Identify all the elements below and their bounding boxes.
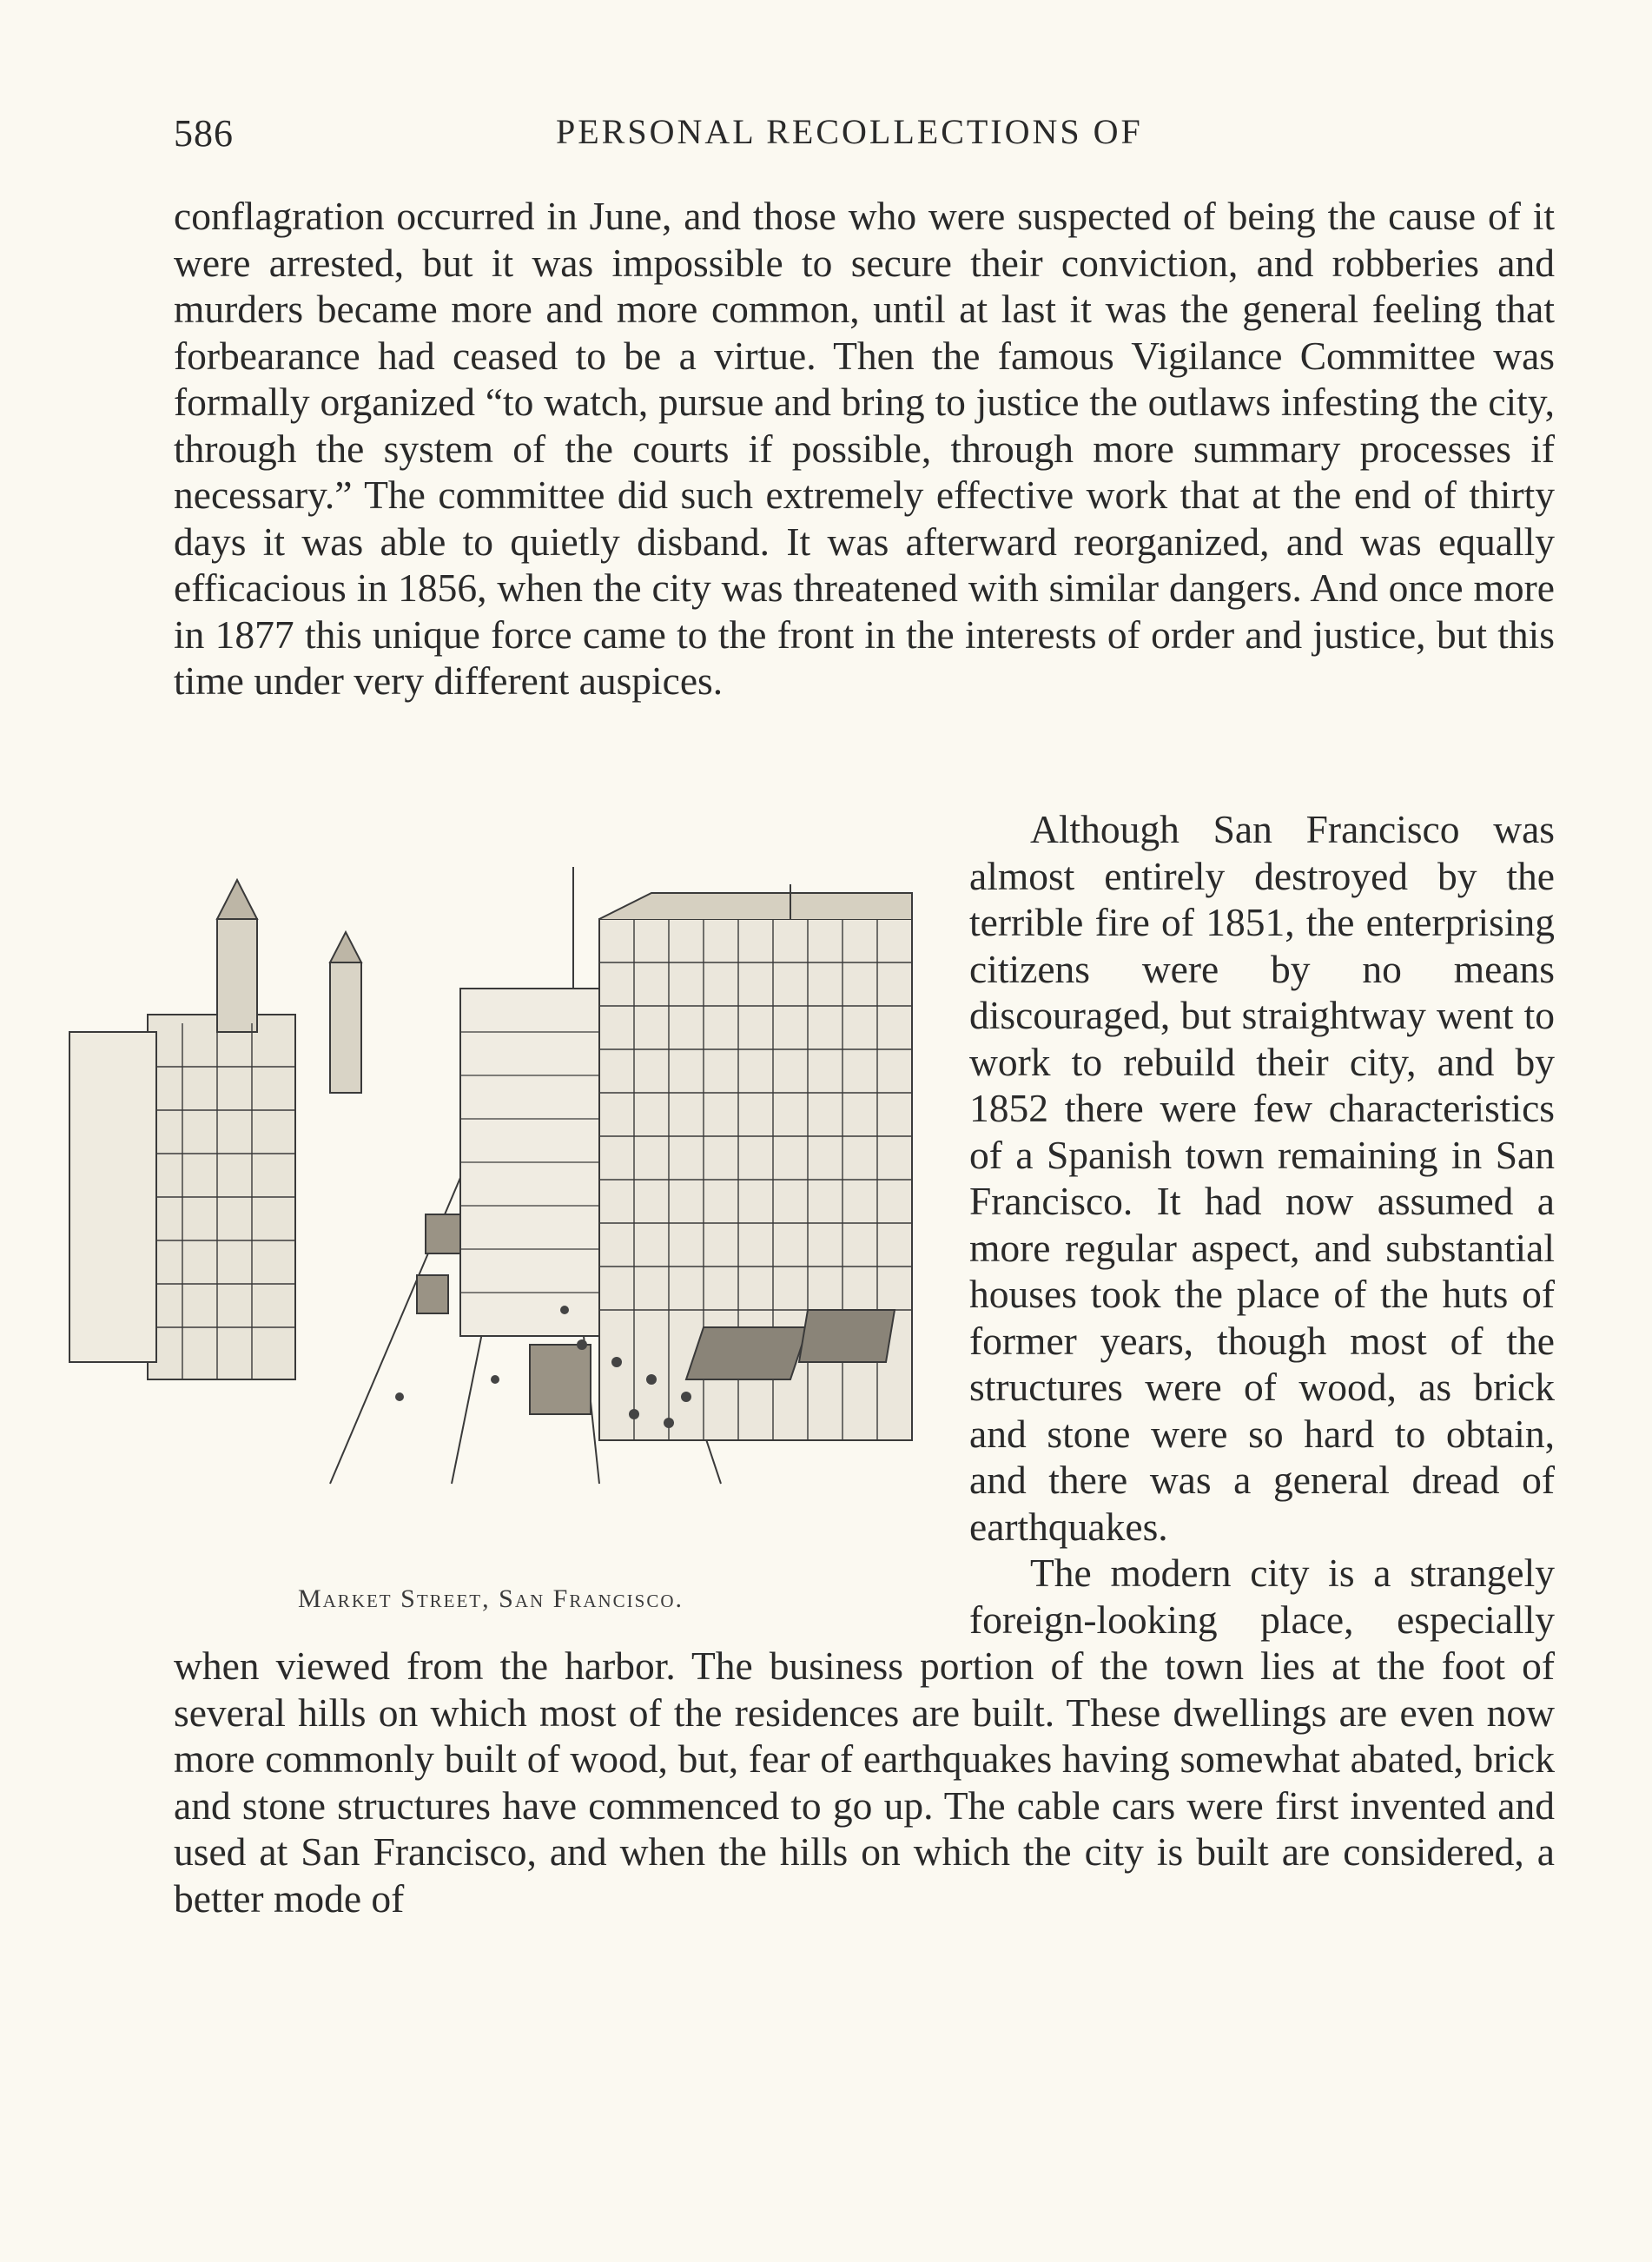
paragraph-1: conflagration occurred in June, and those who were suspected of being the cause of it were arrested, but it was impossible to secure their conviction, and robberies and murders became more and more common, until at last it was the general feeling that forbearance had ceased to be a virtue. Then the famous Vigilance Committee was formally organized “to watch, pursue and bring to justice the outlaws infesting the city, through the system of the courts if possible, through more summary processes if necessary.” The committee did such extremely effective work that at the end of thirty days it was able to quietly disband. It was afterward reorganized, and was equally efficacious in 1856, when the city was threatened with similar dangers. And once more in 1877 this unique force came to the front in the interests of order and justice, but this time under very different auspices.: [174, 194, 1555, 703]
page-number: 586: [174, 112, 234, 155]
paragraph-2: Although San Francisco was almost entirely destroyed by the terrible fire of 1851, the enterprising citizens were by no means discouraged, but straightway went to work to rebuild their city, and by 1852 there were few characteristics of a Spanish town remaining in San Francisco. It had now assumed a more regular aspect, and substantial houses took the place of the huts of former years, though most of the structures were of wood, as brick and stone were so hard to obtain, and there was a general dread of earthquakes.: [969, 807, 1555, 1549]
market-street-figure: [43, 858, 938, 1630]
figure-caption: [43, 1576, 938, 1623]
paragraph-2-container: [174, 806, 1555, 1921]
paragraph-3: The modern city is a strangely foreign-looking place, especially when viewed from the harbor. The business portion of the town lies at the foot of several hills on which most of the residences are built. These dwellings are even now more commonly built of wood, but, fear of earthquakes having somewhat abated, brick and stone structures have commenced to go up. The cable cars were first invented and used at San Francisco, and when the hills on which the city is built are considered, a better mode of: [174, 1551, 1555, 1921]
page-header: [174, 111, 1555, 163]
market-street-illustration: [43, 858, 938, 1579]
body-text: [174, 193, 1555, 704]
figure-caption-text: Market Street, San Francisco.: [297, 1584, 684, 1613]
running-title: PERSONAL RECOLLECTIONS OF: [556, 112, 1143, 151]
